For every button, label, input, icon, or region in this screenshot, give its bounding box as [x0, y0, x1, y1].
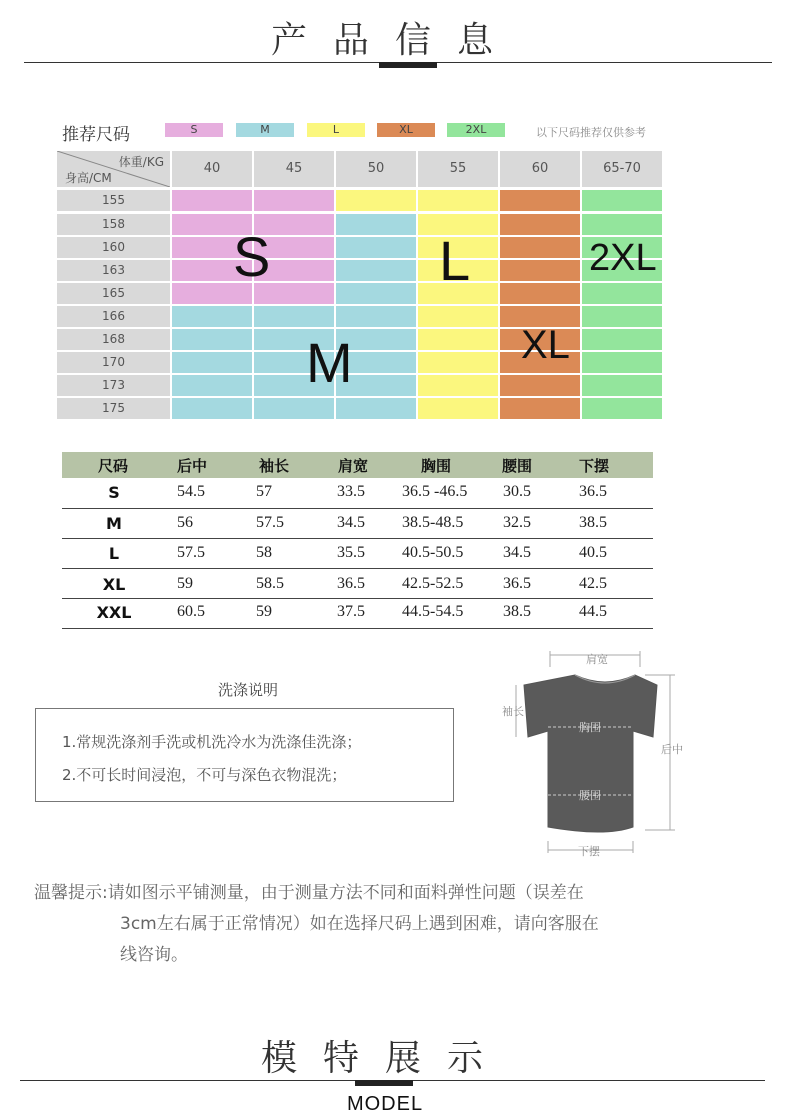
- size-cell-2xl: [582, 329, 662, 350]
- measurement-value: 59: [177, 575, 193, 592]
- size-cell-l: [418, 329, 498, 350]
- size-cell-m: [336, 237, 416, 258]
- weight-header-cell: 65-70: [582, 151, 662, 187]
- col-header-chest: 胸围: [421, 457, 452, 475]
- region-label-s: S: [233, 225, 271, 288]
- measurement-value: 33.5: [337, 483, 365, 500]
- tip-line-1: 请如图示平铺测量，由于测量方法不同和面料弹性问题（误差在: [107, 883, 584, 903]
- warm-tip: [34, 878, 599, 971]
- weight-header-cell: 40: [172, 151, 252, 187]
- col-header-waist: 腰围: [502, 457, 533, 475]
- measurement-value: 54.5: [177, 483, 205, 500]
- region-label-2xl: 2XL: [589, 237, 657, 279]
- measurement-value: 34.5: [503, 544, 531, 561]
- size-cell-2xl: [582, 190, 662, 211]
- height-row-label: 155: [57, 190, 170, 211]
- col-header-shoulder: 肩宽: [338, 457, 369, 475]
- measurement-value: 44.5: [579, 603, 607, 620]
- diagram-label-back-length: 后中: [661, 743, 683, 756]
- measurement-value: 57.5: [256, 514, 284, 531]
- size-cell-2xl: [582, 375, 662, 396]
- weight-header-cell: 50: [336, 151, 416, 187]
- legend-note: 以下尺码推荐仅供参考: [536, 126, 646, 139]
- region-label-xl: XL: [521, 323, 570, 367]
- region-label-m: M: [306, 331, 353, 394]
- height-row-label: 165: [57, 283, 170, 304]
- legend-swatch-l: L: [307, 123, 365, 137]
- header-accent-bar: [379, 62, 437, 68]
- size-cell-2xl: [582, 398, 662, 419]
- size-label: M: [106, 514, 122, 533]
- size-label: XXL: [96, 603, 132, 622]
- measurement-value: 40.5-50.5: [402, 544, 464, 561]
- size-label: L: [108, 544, 120, 563]
- height-row-label: 163: [57, 260, 170, 281]
- measurement-value: 35.5: [337, 544, 365, 561]
- col-header-back-length: 后中: [177, 457, 208, 475]
- measurement-value: 38.5: [503, 603, 531, 620]
- tip-prefix: 温馨提示:: [34, 883, 108, 903]
- diagram-label-chest: 胸围: [579, 721, 601, 734]
- size-cell-l: [418, 306, 498, 327]
- legend-swatch-s: S: [165, 123, 223, 137]
- recommended-size-title: 推荐尺码: [62, 125, 130, 145]
- size-cell-xl: [500, 214, 580, 235]
- height-row-label: 166: [57, 306, 170, 327]
- diagram-label-waist: 腰围: [579, 789, 601, 802]
- weight-header-cell: 55: [418, 151, 498, 187]
- measurement-value: 38.5-48.5: [402, 514, 464, 531]
- height-row-label: 173: [57, 375, 170, 396]
- size-cell-l: [418, 190, 498, 211]
- measurement-value: 44.5-54.5: [402, 603, 464, 620]
- col-header-sleeve: 袖长: [259, 457, 290, 475]
- tip-line-2: 3cm左右属于正常情况）如在选择尺码上遇到困难，请向客服在: [120, 914, 599, 934]
- size-label: S: [108, 483, 120, 502]
- height-row-label: 175: [57, 398, 170, 419]
- measurement-value: 36.5: [579, 483, 607, 500]
- size-cell-m: [336, 306, 416, 327]
- measurement-value: 56: [177, 514, 193, 531]
- size-cell-m: [172, 375, 252, 396]
- table-row-divider: [62, 628, 653, 629]
- diagram-label-hem: 下摆: [578, 845, 600, 858]
- measurement-value: 38.5: [579, 514, 607, 531]
- legend-swatch-2xl: 2XL: [447, 123, 505, 137]
- size-label: XL: [102, 575, 126, 594]
- measurement-value: 40.5: [579, 544, 607, 561]
- size-cell-l: [336, 190, 416, 211]
- chart-corner-cell: [57, 151, 170, 187]
- size-cell-xl: [500, 190, 580, 211]
- size-cell-xl: [500, 375, 580, 396]
- table-row-divider: [62, 538, 653, 539]
- size-cell-l: [418, 398, 498, 419]
- wash-line-1: 1.常规洗涤剂手洗或机洗冷水为洗涤佳洗涤；: [62, 733, 362, 751]
- diagram-label-shoulder: 肩宽: [586, 653, 608, 666]
- size-cell-m: [172, 352, 252, 373]
- measurement-value: 36.5: [337, 575, 365, 592]
- corner-height-label: 身高/CM: [65, 171, 112, 185]
- diagram-label-sleeve: 袖长: [502, 705, 524, 718]
- size-cell-xl: [500, 260, 580, 281]
- size-cell-s: [254, 190, 334, 211]
- measurement-value: 57.5: [177, 544, 205, 561]
- height-row-label: 158: [57, 214, 170, 235]
- measurement-value: 37.5: [337, 603, 365, 620]
- table-row-divider: [62, 598, 653, 599]
- size-cell-xl: [500, 398, 580, 419]
- tshirt-shape: [524, 675, 657, 832]
- height-row-label: 170: [57, 352, 170, 373]
- size-cell-l: [418, 375, 498, 396]
- legend-swatch-xl: XL: [377, 123, 435, 137]
- col-header-hem: 下摆: [579, 457, 610, 475]
- measurement-value: 60.5: [177, 603, 205, 620]
- measurement-value: 58: [256, 544, 272, 561]
- size-cell-m: [172, 329, 252, 350]
- size-cell-m: [336, 260, 416, 281]
- measurement-value: 58.5: [256, 575, 284, 592]
- measurement-value: 36.5 -46.5: [402, 483, 468, 500]
- height-row-label: 168: [57, 329, 170, 350]
- weight-header-cell: 45: [254, 151, 334, 187]
- measurement-value: 42.5: [579, 575, 607, 592]
- table-row-divider: [62, 508, 653, 509]
- model-subtitle: MODEL: [346, 1093, 424, 1115]
- measurement-value: 42.5-52.5: [402, 575, 464, 592]
- measurement-value: 36.5: [503, 575, 531, 592]
- wash-box: [35, 708, 454, 802]
- measurement-value: 34.5: [337, 514, 365, 531]
- height-row-label: 160: [57, 237, 170, 258]
- wash-title: 洗涤说明: [218, 681, 279, 699]
- corner-weight-label: 体重/KG: [118, 155, 164, 169]
- legend-swatch-m: M: [236, 123, 294, 137]
- size-cell-2xl: [582, 283, 662, 304]
- size-cell-xl: [500, 237, 580, 258]
- size-cell-m: [172, 398, 252, 419]
- measurement-value: 57: [256, 483, 272, 500]
- size-cell-xl: [500, 283, 580, 304]
- size-cell-l: [418, 352, 498, 373]
- region-label-l: L: [439, 229, 471, 292]
- model-section-title: 模特展示: [260, 1038, 509, 1079]
- size-cell-m: [172, 306, 252, 327]
- size-cell-m: [254, 306, 334, 327]
- measurement-value: 30.5: [503, 483, 531, 500]
- size-cell-2xl: [582, 352, 662, 373]
- size-cell-m: [336, 214, 416, 235]
- size-cell-m: [336, 398, 416, 419]
- wash-line-2: 2.不可长时间浸泡，不可与深色衣物混洗；: [62, 766, 347, 784]
- size-cell-s: [172, 190, 252, 211]
- measurement-value: 32.5: [503, 514, 531, 531]
- tip-line-3: 线咨询。: [120, 945, 188, 965]
- measurement-value: 59: [256, 603, 272, 620]
- size-cell-2xl: [582, 214, 662, 235]
- weight-header-cell: 60: [500, 151, 580, 187]
- model-accent-bar: [355, 1080, 413, 1086]
- table-row-divider: [62, 568, 653, 569]
- product-info-title: 产品信息: [270, 20, 519, 61]
- size-cell-m: [336, 283, 416, 304]
- col-header-size: 尺码: [98, 457, 129, 475]
- size-cell-2xl: [582, 306, 662, 327]
- size-cell-m: [254, 398, 334, 419]
